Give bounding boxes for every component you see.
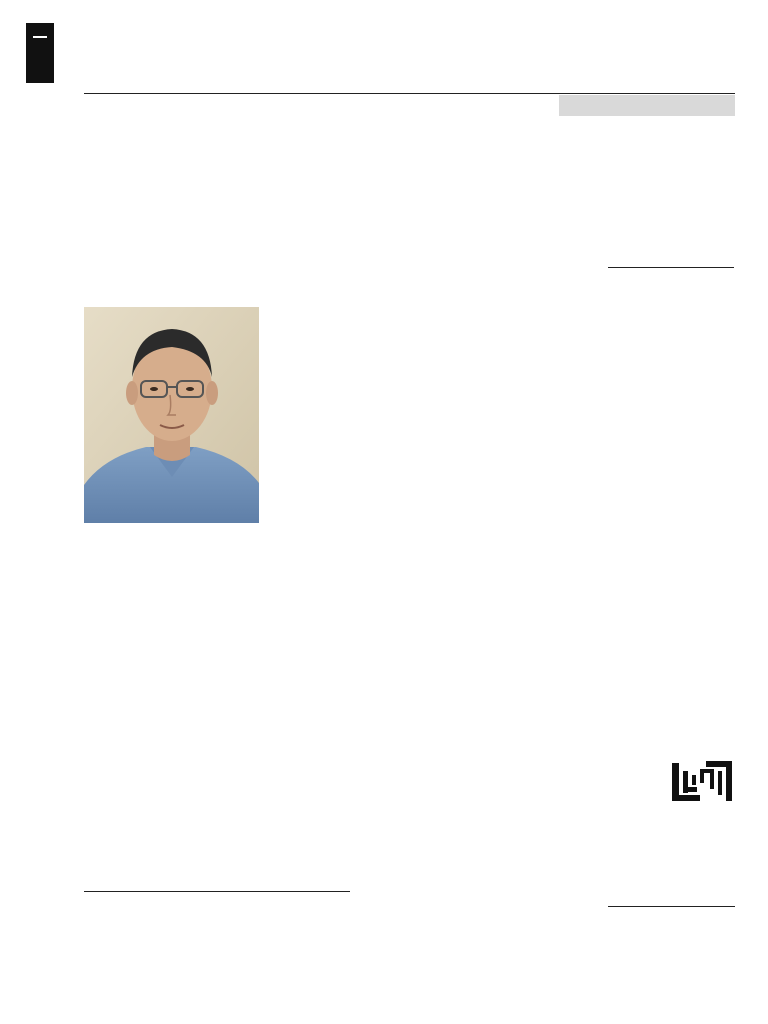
publisher-logo — [26, 23, 54, 83]
author-photo — [84, 307, 259, 523]
logo-divider — [33, 36, 47, 38]
journal-rule — [608, 906, 735, 907]
footnote-rule — [84, 891, 350, 892]
section-band — [559, 95, 735, 116]
author-photo-image — [84, 307, 259, 523]
footnote — [84, 896, 92, 909]
publisher-logo-top — [26, 23, 54, 32]
header-rule — [84, 93, 735, 94]
jdis-logo — [670, 757, 734, 807]
citation-sidebar — [608, 268, 750, 276]
